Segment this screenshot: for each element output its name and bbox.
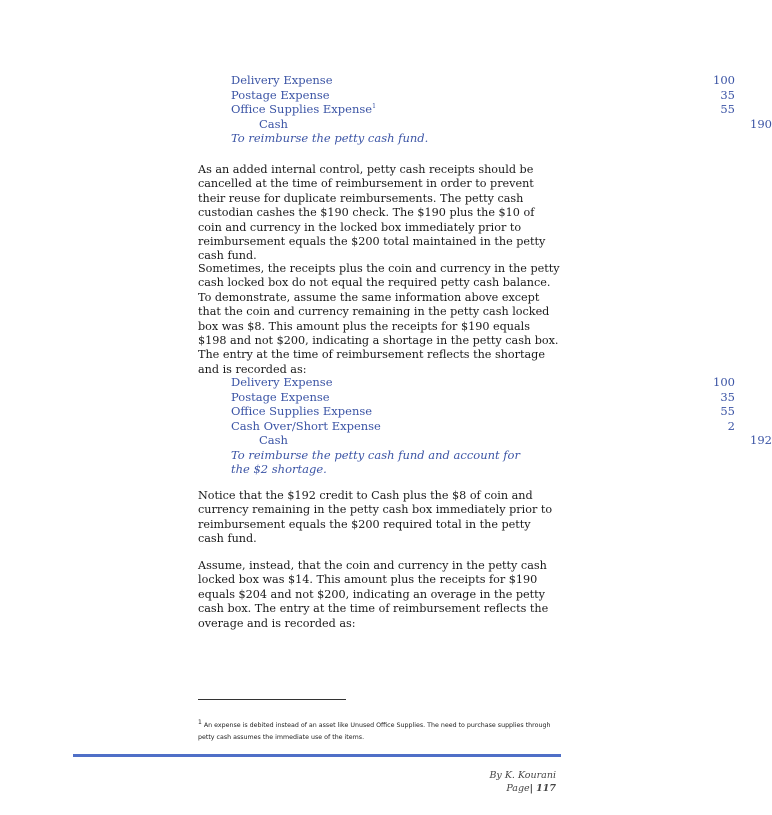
account-name: Delivery Expense xyxy=(231,73,333,87)
page-number: 117 xyxy=(536,783,556,794)
debit-amount: 100 xyxy=(713,375,735,389)
entry-line xyxy=(231,87,735,103)
footnote-marker: 1 xyxy=(198,718,202,726)
entry-line xyxy=(231,73,735,88)
account-name: Cash Over/Short Expense xyxy=(231,418,381,433)
author-credit: By K. Kourani xyxy=(489,770,556,781)
entry-line xyxy=(231,116,772,132)
account-name: Postage Expense xyxy=(231,389,330,404)
debit-amount: 55 xyxy=(720,404,735,418)
journal-entry-2 xyxy=(231,375,772,477)
entry-memo: To reimburse the petty cash fund and account for the $2 shortage. xyxy=(231,447,520,476)
account-name: Cash xyxy=(259,433,288,447)
credit-amount: 190 xyxy=(750,116,772,131)
debit-amount: 2 xyxy=(727,418,735,433)
debit-amount: 35 xyxy=(720,389,735,404)
page-separator: | xyxy=(529,783,534,794)
entry-line xyxy=(231,433,772,448)
paragraph-internal-control: As an added internal control, petty cash receipts should be cancelled at the time of reimbursement in order to prevent their reuse for duplicate reimbursements. The petty cash custodian cashes the $190 check. The $190 plus the $10 of coin and currency in the locked box immediately prior to reimbursement equals the $200 total maintained in the petty cash fund. xyxy=(198,163,546,263)
paragraph-notice: Notice that the $192 credit to Cash plus the $8 of coin and currency remaining in the petty cash box immediately prior to reimbursement equals the $200 required total in the petty cash fund. xyxy=(198,489,553,546)
account-name: Office Supplies Expense$^1$ xyxy=(231,102,376,116)
footnote-marker: 1 xyxy=(372,103,376,111)
entry-line xyxy=(231,102,735,117)
entry-line xyxy=(231,404,735,419)
page-footer xyxy=(489,769,556,795)
entry-memo: To reimburse the petty cash fund. xyxy=(231,131,429,145)
entry-line xyxy=(231,375,735,390)
footer-divider xyxy=(73,754,561,757)
debit-amount: 100 xyxy=(713,73,735,87)
page-indicator xyxy=(489,782,556,795)
journal-entry-1 xyxy=(231,73,772,146)
footnote-text: An expense is debited instead of an asset like Unused Office Supplies. The need to purchase supplies through petty cash assumes the immediate use of the items. xyxy=(198,722,551,741)
paragraph-overage: Assume, instead, that the coin and currency in the petty cash locked box was $14. This amount plus the receipts for $190 equals $204 and not $200, indicating an overage in the petty cash box. The entry at the time of reimbursement reflects the overage and is recorded as: xyxy=(198,559,549,630)
page-label: Page xyxy=(506,783,530,794)
entry-line xyxy=(231,389,735,405)
account-name: Cash xyxy=(259,116,288,131)
debit-amount: 35 xyxy=(720,87,735,102)
account-name: Delivery Expense xyxy=(231,375,333,389)
account-name: Postage Expense xyxy=(231,87,330,102)
credit-amount: 192 xyxy=(750,433,772,447)
entry-line xyxy=(231,418,735,434)
debit-amount: 55 xyxy=(720,102,735,116)
footnote xyxy=(198,720,560,744)
footnote-divider xyxy=(198,699,346,700)
paragraph-shortage: Sometimes, the receipts plus the coin and currency in the petty cash locked box do not equal the required petty cash balance. To demonstrate, assume the same information above except that the coin and currency remaining in the petty cash locked box was $8. This amount plus the receipts for $190 equals $198 and not $200, indicating a shortage in the petty cash box. The entry at the time of reimbursement reflects the shortage and is recorded as: xyxy=(198,262,560,376)
account-name: Office Supplies Expense xyxy=(231,404,373,418)
